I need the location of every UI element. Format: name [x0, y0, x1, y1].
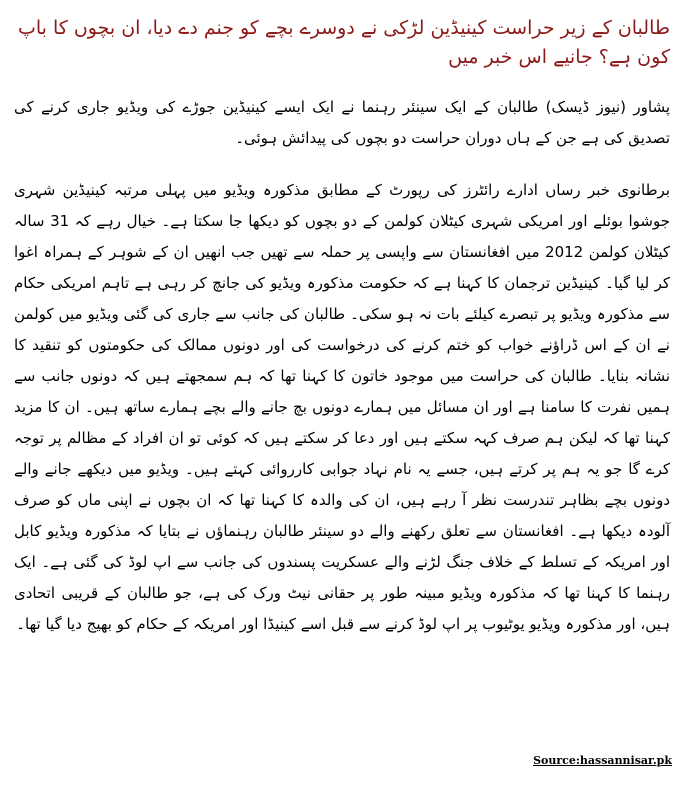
article-intro: پشاور (نیوز ڈیسک) طالبان کے ایک سینئر رہنما نے ایک ایسے کینیڈین جوڑے کی ویڈیو جاری کرنے کی تصدیق کی ہے جن کے ہاں دوران حراست دو بچوں کی پیدائش ہوئی۔ — [14, 98, 670, 147]
article-title: طالبان کے زیر حراست کینیڈین لڑکی نے دوسرے بچے کو جنم دے دیا، ان بچوں کا باپ کون ہے؟ جانیے اس خبر میں — [17, 17, 670, 68]
article-body: برطانوی خبر رساں ادارے رائٹرز کی رپورٹ کے مطابق مذکورہ ویڈیو میں پہلی مرتبہ کینیڈین شہری جوشوا بوئلے اور امریکی شہری کیٹلان کولمن کے دو بچوں کو دیکھا جا سکتا ہے۔ خیال رہے کہ 31 سالہ کیٹلان کولمن 2012 میں افغانستان سے واپسی پر حملہ سے تھیں جب انھیں ان کے شوہر کے ہمراہ اغوا کر لیا گیا۔ کینیڈین ترجمان کا کہنا ہے کہ حکومت مذکورہ ویڈیو کی جانچ کر رہی ہے تاہم امریکی حکام سے مذکورہ ویڈیو پر تبصرے کیلئے بات نہ ہو سکی۔ طالبان کی جانب سے جاری کی گئی ویڈیو میں کولمن نے ان کے اس ڈراؤنے خواب کو ختم کرنے کی درخواست کی اور دونوں ممالک کی حکومتوں کو تنقید کا نشانہ بنایا۔ طالبان کی حراست میں موجود خاتون کا کہنا تھا کہ ہم سمجھتے ہیں کہ دونوں جانب سے ہمیں نفرت کا سامنا ہے اور ان مسائل میں ہمارے دونوں بچ جانے والے بچے ہمارے ساتھ ہیں۔ ان کا مزید کہنا تھا کہ لیکن ہم صرف کہہ سکتے ہیں اور دعا کر سکتے ہیں کہ کوئی تو ان افراد کے مظالم پر توجہ کرے گا جو یہ ہم پر کرتے ہیں، جسے یہ نام نہاد جوابی کارروائی کہتے ہیں۔ ویڈیو میں دیکھے جانے والے دونوں بچے بظاہر تندرست نظر آ رہے ہیں، ان کی والدہ کا کہنا تھا کہ ان بچوں نے اپنی ماں کو صرف آلودہ دیکھا ہے۔ افغانستان سے تعلق رکھنے والے دو سینئر طالبان رہنماؤں نے بتایا کہ مذکورہ ویڈیو کابل اور امریکہ کے تسلط کے خلاف جنگ لڑنے والے عسکریت پسندوں کی جانب سے اپ لوڈ کی گئی ہے۔ ایک رہنما کا کہنا تھا کہ مذکورہ ویڈیو مبینہ طور پر حقانی نیٹ ورک کی ہے، جو طالبان کے قریبی اتحادی ہیں، اور مذکورہ ویڈیو یوٹیوب پر اپ لوڈ کرنے سے قبل اسے کینیڈا اور امریکہ کے حکام کو بھیج دیا گیا تھا۔ — [14, 181, 671, 633]
source-credit: Source:hassannisar.pk — [533, 754, 672, 767]
article — [14, 14, 670, 640]
